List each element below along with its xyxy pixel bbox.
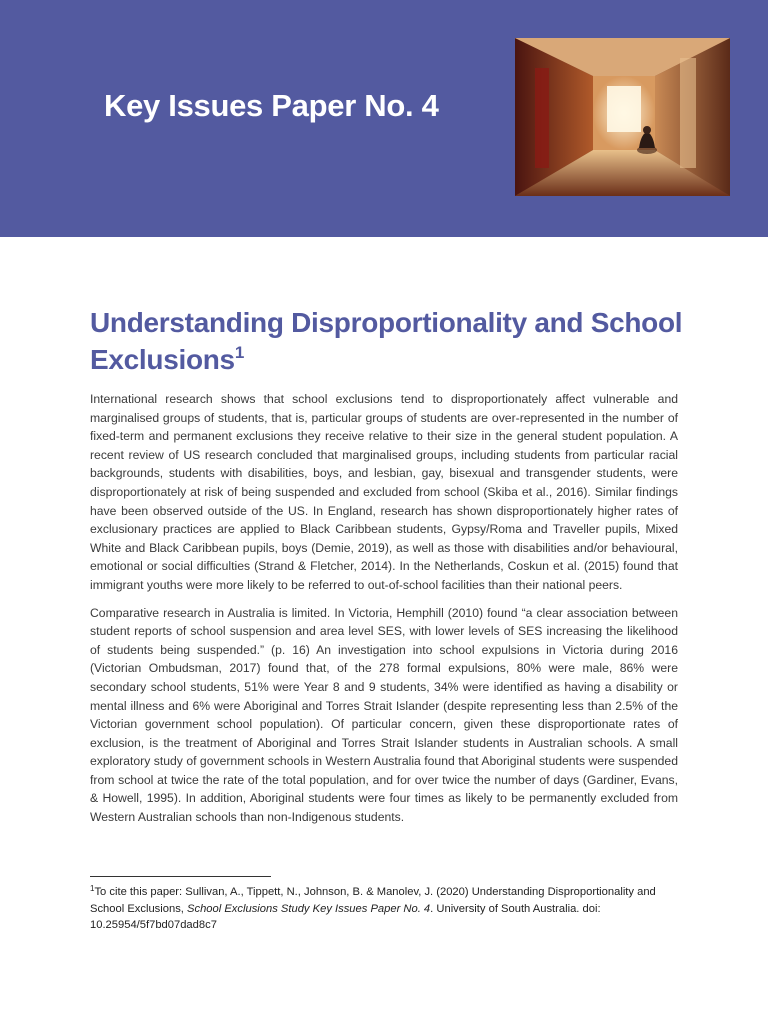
heading-footnote-mark[interactable]: 1 xyxy=(234,343,244,362)
heading-text: Understanding Disproportionality and School Exclusions xyxy=(90,307,683,375)
footnote-mark: 1 xyxy=(90,884,95,893)
header-banner xyxy=(0,0,768,237)
body-text xyxy=(90,390,678,836)
footnote-citation-series: School Exclusions Study Key Issues Paper No. 4 xyxy=(187,902,431,915)
paragraph-2: Comparative research in Australia is limited. In Victoria, Hemphill (2010) found “a clear association between student reports of school suspension and area level SES, with lower levels of SES increasing the likelihood of students being suspended.” (p. 16) An investigation into school expulsions in Victoria during 2016 (Victorian Ombudsman, 2017) found that, of the 278 formal expulsions, 80% were male, 86% were secondary school students, 51% were Year 8 and 9 students, 34% were identified as having a disability or mental illness and 6% were Aboriginal and Torres Strait Islander (despite representing less than 2.5% of the Victorian government school population). Of particular concern, given these disproportionate rates of exclusion, is the treatment of Aboriginal and Torres Strait Islander students in Australian schools. A small exploratory study of government schools in Western Australia found that Aboriginal students were suspended from school at twice the rate of the total population, and for over twice the number of days (Gardiner, Evans, & Howell, 1995). In addition, Aboriginal students were four times as likely to be permanently excluded from Western Australian schools than non-Indigenous students. xyxy=(90,605,678,825)
footnote-divider xyxy=(90,876,271,877)
paper-number-title: Key Issues Paper No. 4 xyxy=(104,88,439,123)
footnote-citation-start: To cite this paper: Sullivan, A., Tippett, N., Johnson, B. & Manolev, J. (2020) Understanding Disproportionality and School Exclusions, xyxy=(90,886,656,915)
footnote xyxy=(90,884,690,934)
footnote-citation-end: . University of South Australia. doi: 10.25954/5f7bd07dad8c7 xyxy=(90,902,601,931)
hallway-photo xyxy=(515,38,730,196)
paper-heading xyxy=(90,304,690,378)
paragraph-1: International research shows that school exclusions tend to disproportionately affect vulnerable and marginalised groups of students, that is, particular groups of students are over-represented in the number of fixed-term and permanent exclusions they receive relative to their size in the general student population. A recent review of US research concluded that marginalised groups, including students from particular racial backgrounds, students with disabilities, boys, and lesbian, gay, bisexual and transgender students, were disproportionately at risk of being suspended and excluded from school (Skiba et al., 2016). Similar findings have been observed outside of the US. In England, research has shown disproportionately higher rates of exclusionary practices are applied to Black Caribbean students, Gypsy/Roma and Traveller pupils, Mixed White and Black Caribbean pupils, boys (Demie, 2019), as well as those with disabilities and/or behavioural, emotional or social difficulties (Strand & Fletcher, 2014). In the Netherlands, Coskun et al. (2015) found that immigrant youths were more likely to be referred to out-of-school facilities than their national peers. xyxy=(90,392,678,592)
